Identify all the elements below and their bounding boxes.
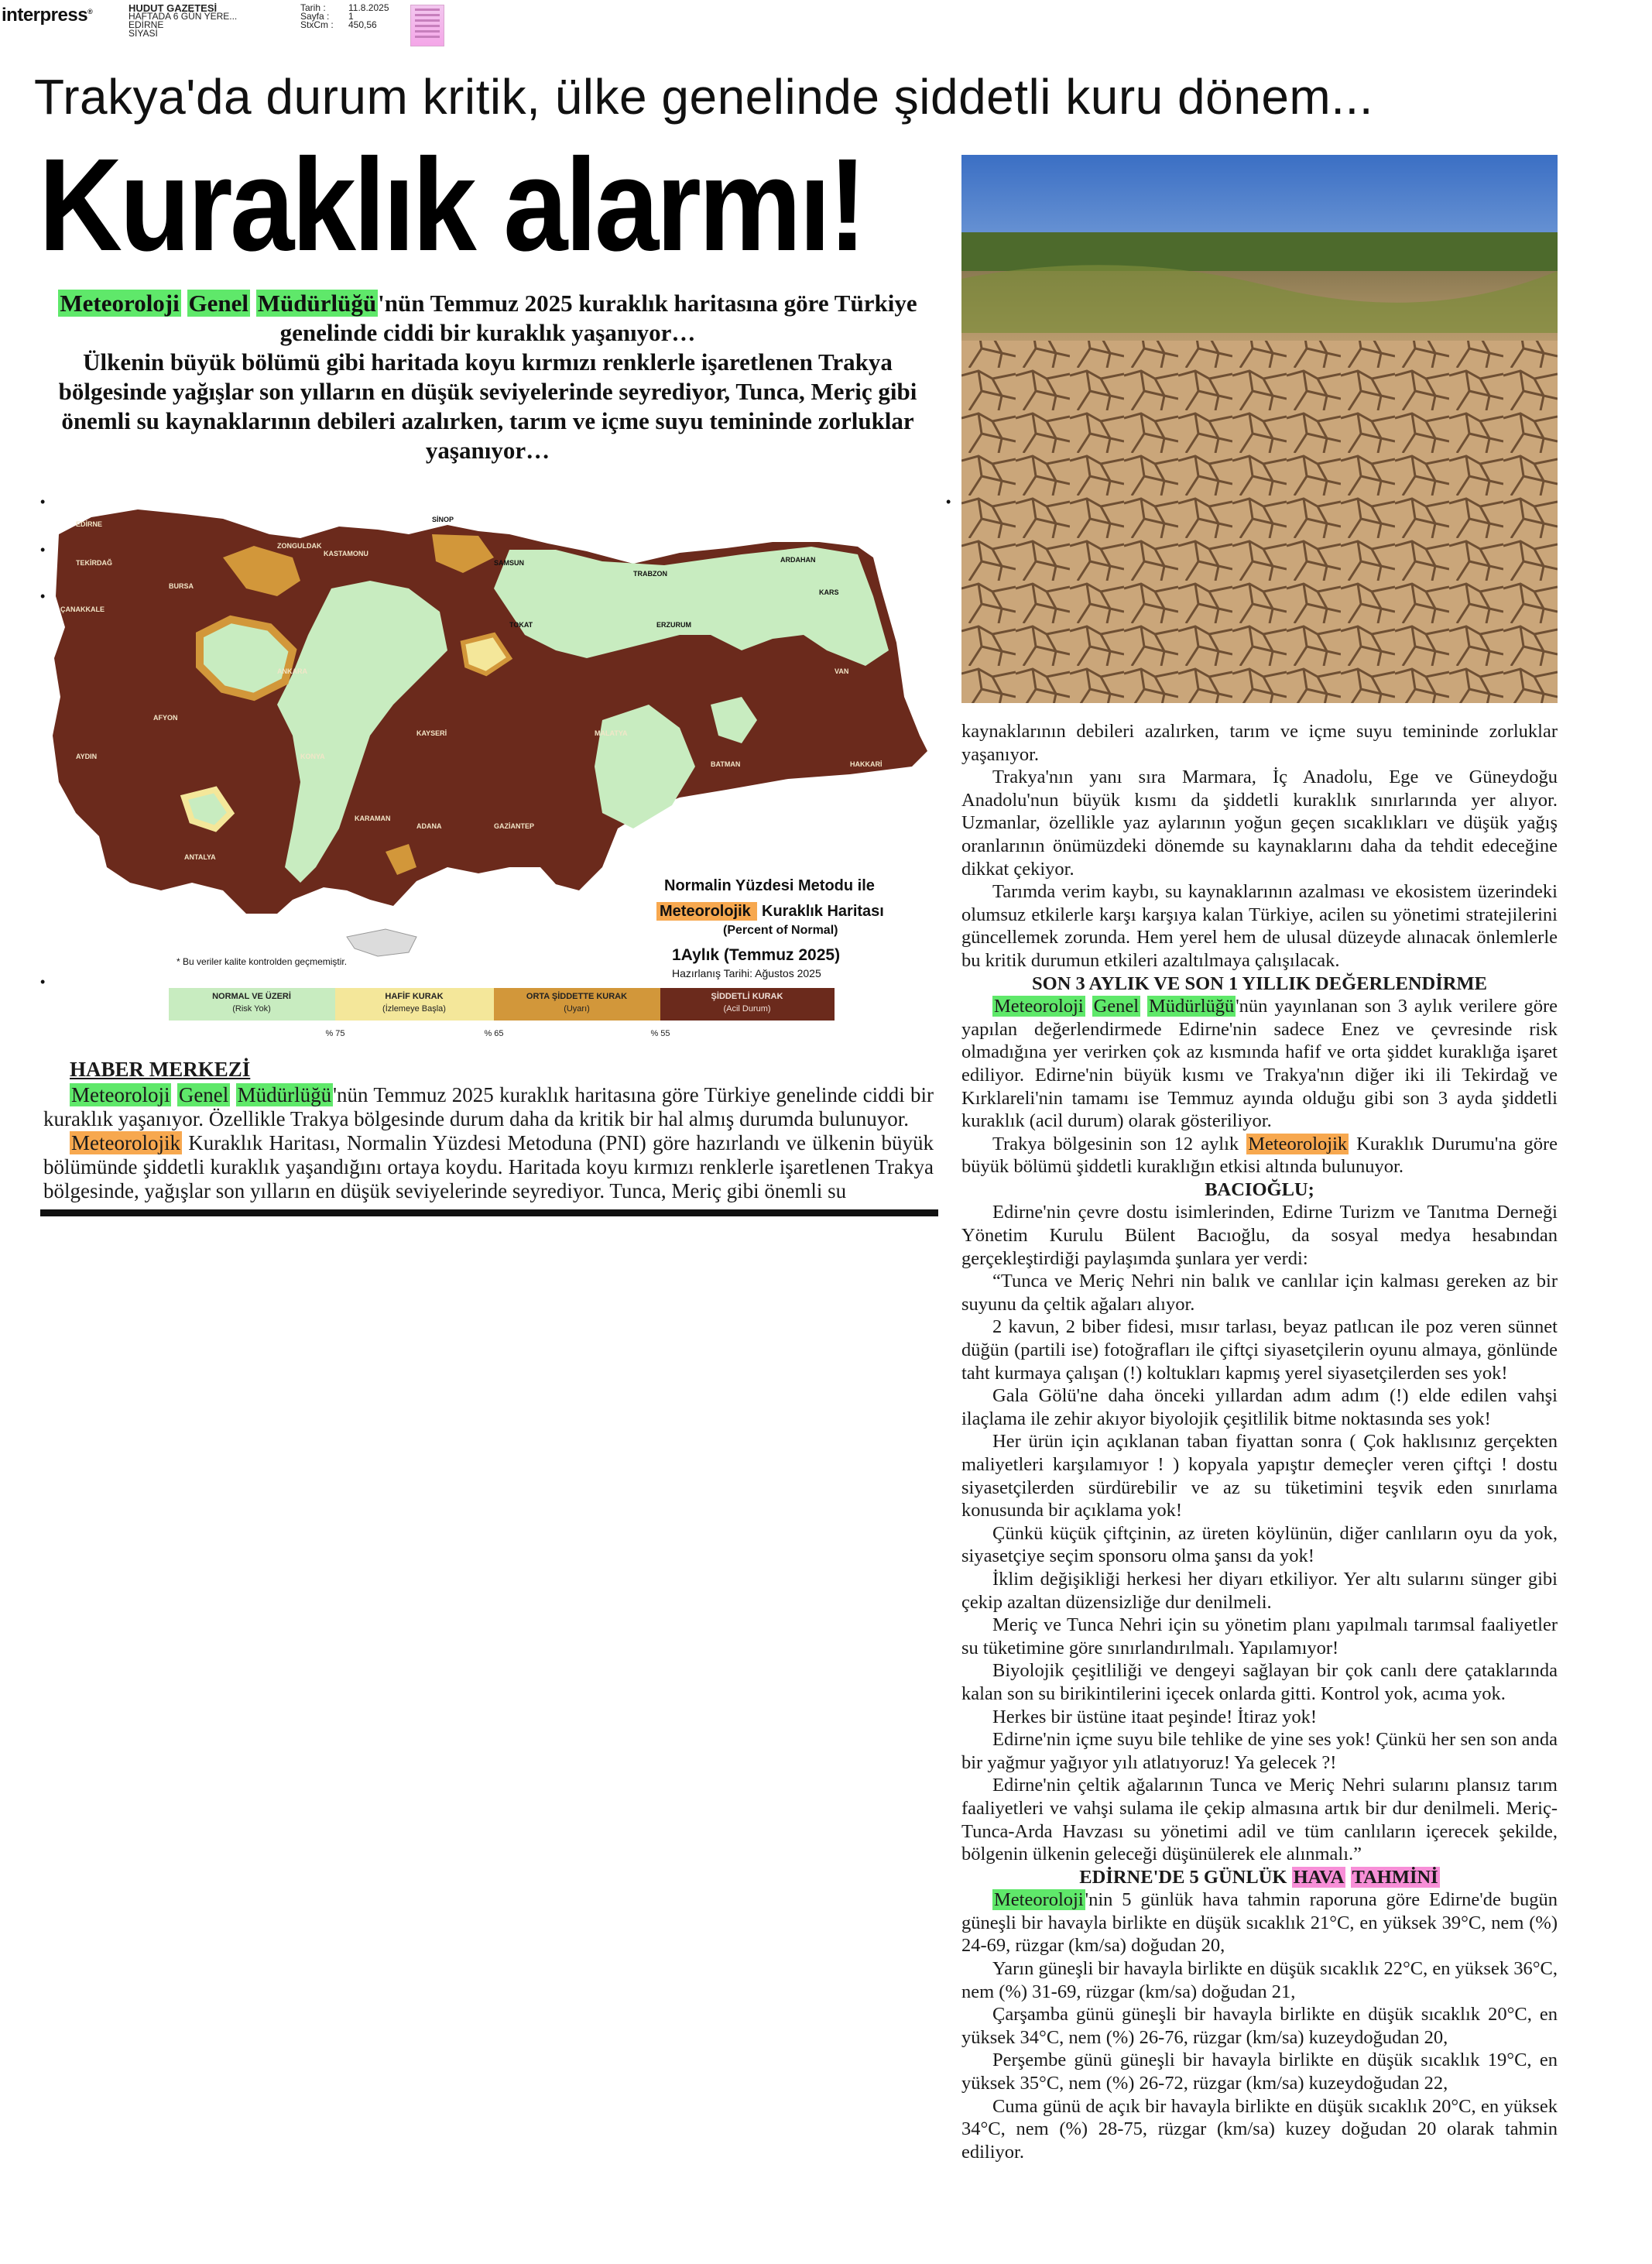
svg-text:BATMAN: BATMAN — [711, 760, 741, 768]
svg-text:KAYSERİ: KAYSERİ — [416, 729, 447, 737]
svg-text:EDİRNE: EDİRNE — [76, 520, 103, 528]
svg-text:VAN: VAN — [835, 667, 849, 675]
svg-text:ÇANAKKALE: ÇANAKKALE — [60, 605, 105, 613]
svg-text:ŞİDDETLİ KURAK: ŞİDDETLİ KURAK — [711, 992, 783, 1001]
svg-text:% 75: % 75 — [325, 1029, 345, 1038]
clipping-meta — [300, 4, 389, 29]
left-p1: Meteoroloji Genel Müdürlüğü'nün Temmuz 2025 kuraklık haritasına göre Türkiye genelinde ciddi bir kuraklık yaşanıyor. Özellikle Trakya bölgesinde durum daha da kritik bir hal almış durumda bulunuyor. — [43, 1083, 934, 1130]
svg-text:SAMSUN: SAMSUN — [494, 559, 525, 567]
svg-text:MALATYA: MALATYA — [595, 729, 628, 737]
left-article-column — [43, 1058, 934, 1203]
right-c1: kaynaklarının debileri azalırken, tarım ve içme suyu temininde zorluklar yaşanıyor. — [961, 721, 1558, 765]
right-p2: Trakya'nın yanı sıra Marmara, İç Anadolu, Ege ve Güneydoğu Anadolu'nun büyük kısmı da şiddetli kuraklık sınırlarında yer alıyor. Uzmanlar, özellikle yaz aylarının yoğun geçen sıcaklıkları ve düşük yağış oranlarının önümüzdeki dönemde su kaynaklarını daha da tehdit edeceğine dikkat çekiyor. — [961, 767, 1558, 880]
right-p15: Herkes bir üstüne itaat peşinde! İtiraz yok! — [992, 1706, 1318, 1727]
right-p18: Meteoroloji'nin 5 günlük hava tahmin raporuna göre Edirne'de bugün güneşli bir havayla birlikte en düşük sıcaklık 21°C, en yüksek 39°C, nem (%) 24-69, rüzgar (km/sa) doğudan 20, — [961, 1889, 1558, 1957]
column-rule — [40, 1209, 938, 1216]
svg-text:ZONGULDAK: ZONGULDAK — [277, 542, 322, 550]
right-p5: Trakya bölgesinin son 12 aylık Meteorolojik Kuraklık Durumu'na göre büyük bölümü şiddetli kuraklığın etkisi altında bulunuyor. — [961, 1133, 1558, 1178]
drought-map — [45, 503, 943, 1045]
byline: HABER MERKEZİ — [70, 1058, 251, 1081]
svg-text:Hazırlanış Tarihi: Ağustos 202: Hazırlanış Tarihi: Ağustos 2025 — [672, 967, 821, 979]
svg-text:ANKARA: ANKARA — [277, 667, 307, 675]
svg-text:SİNOP: SİNOP — [432, 516, 454, 523]
right-p12: İklim değişikliği herkesi her diyarı etkiliyor. Yer altı sularını sünger gibi çekip azaltan düzensizliğe dur denilmeli. — [961, 1568, 1558, 1613]
svg-text:ERZURUM: ERZURUM — [656, 621, 691, 629]
svg-text:© MGM: © MGM — [720, 834, 790, 857]
headline: Kuraklık alarmı! — [39, 132, 865, 279]
kicker-title: Trakya'da durum kritik, ülke genelinde şiddetli kuru dönem... — [34, 69, 1374, 125]
svg-text:Kuraklık Haritası: Kuraklık Haritası — [762, 903, 884, 920]
right-article-column — [961, 720, 1558, 2163]
svg-text:% 55: % 55 — [650, 1029, 670, 1038]
meta-page: Sayfa : 1 — [300, 11, 354, 22]
right-p9: Gala Gölü'ne daha önceki yıllardan adım adım (!) elde edilen vahşi ilaçlama ile zehir akıyor biyolojik çeşitlilik bitme noktasında ses yok! — [961, 1385, 1558, 1429]
svg-text:TEKİRDAĞ: TEKİRDAĞ — [76, 559, 112, 567]
lead-p1: Meteoroloji Genel Müdürlüğü'nün Temmuz 2025 kuraklık haritasına göre Türkiye genelinde ciddi bir kuraklık yaşanıyor… — [60, 290, 917, 346]
subhead-bacioglu: BACIOĞLU; — [1205, 1178, 1314, 1200]
publication-name: HUDUT GAZETESİ — [129, 2, 218, 14]
right-p6: Edirne'nin çevre dostu isimlerinden, Edirne Turizm ve Tanıtma Derneği Yönetim Kurulu Bülent Bacıoğlu, da sosyal medya hesabından gerçekleştirdiği paylaşımda şunlara yer verdi: — [961, 1202, 1558, 1269]
svg-text:Normalin Yüzdesi Metodu ile: Normalin Yüzdesi Metodu ile — [664, 877, 875, 894]
logo-text: interpress — [2, 5, 88, 26]
svg-text:KARAMAN: KARAMAN — [355, 815, 391, 822]
svg-text:ANTALYA: ANTALYA — [184, 853, 216, 861]
right-p4: Meteoroloji Genel Müdürlüğü'nün yayınlanan son 3 aylık verilere göre yapılan değerlendirmede Edirne'nin sadece Enez ve çevresinde risk olmadığına yer verirken çok az kısmında hafif ve orta şiddet kuraklığa işaret ediliyor. Edirne'nin büyük kısmı ve Trakya'nın diğer iki ili Tekirdağ ve Kırklareli'nin tamamı ise Temmuz ayında olduğu gibi son 3 ayda şiddetli kuraklık (acil durum) olarak gösteriliyor. — [961, 996, 1558, 1132]
right-p20: Çarşamba günü güneşli bir havayla birlikte en düşük sıcaklık 20°C, en yüksek 34°C, nem (%) 26-76, rüzgar (km/sa) kuzeydoğudan 20, — [961, 2004, 1558, 2048]
svg-text:1Aylık (Temmuz 2025): 1Aylık (Temmuz 2025) — [672, 946, 841, 964]
publication-city: EDİRNE — [129, 19, 164, 30]
svg-text:HAKKARİ: HAKKARİ — [850, 760, 883, 768]
svg-text:KONYA: KONYA — [300, 753, 325, 760]
svg-text:BURSA: BURSA — [169, 582, 194, 590]
meta-date: Tarih : 11.8.2025 — [300, 2, 389, 13]
publication-info — [129, 4, 237, 38]
right-p3: Tarımda verim kaybı, su kaynaklarının azalması ve ekosistem üzerindeki olumsuz etkilerle karşı karşıya kalan Türkiye, acilen su yönetimi stratejilerini güncellemek zorunda. Hem yerel hem de ulusal düzeyde alınacak önlemlerle bu kritik durumun etkileri azaltılmaya çalışılacak. — [961, 881, 1558, 971]
svg-text:HAFİF KURAK: HAFİF KURAK — [385, 992, 444, 1001]
svg-text:TOKAT: TOKAT — [509, 621, 533, 629]
publication-category: SİYASİ — [129, 28, 158, 39]
right-p10: Her ürün için açıklanan taban fiyattan sonra ( Çok haklısınız gerçekten maliyetleri karşılamıyor ! ) kopyala yapıştır demeçler veren çiftçi ! dostu siyasetçilerden sürdürebilir ve az su tüketimini teşvik eden sınırlama konusunda bir açıklama yok! — [961, 1431, 1558, 1521]
right-p17: Edirne'nin çeltik ağalarının Tunca ve Meriç Nehri sularını plansız tarım faaliyetleri ve vahşi sulama ile çekip almasına artık bir dur denilmeli. Meriç-Tunca-Arda Havzası su yönetimi adil ve tüm canlıların içerecek şekilde, bölgenin ülkenin geleceği düşünülerek ele alınmalı.” — [961, 1775, 1558, 1865]
svg-text:(Percent of Normal): (Percent of Normal) — [723, 924, 838, 937]
left-p2: Meteorolojik Kuraklık Haritası, Normalin Yüzdesi Metoduna (PNI) göre hazırlandı ve ülkenin büyük bölümünde şiddetli kuraklık yaşandığını ortaya koydu. Haritada koyu kırmızı renklerle işaretlenen Trakya bölgesinde, yağışlar son yılların en düşük seviyelerinde seyrediyor. Tunca, Meriç gibi önemli su — [43, 1131, 934, 1202]
svg-text:(Acil Durum): (Acil Durum) — [723, 1004, 771, 1014]
right-p22: Cuma günü de açık bir havayla birlikte en düşük sıcaklık 20°C, en yüksek 34°C, nem (%) 28-75, rüzgar (km/sa) kuzey doğudan 20 olarak tahmin ediliyor. — [961, 2095, 1558, 2163]
interpress-logo: interpress® — [2, 5, 93, 26]
svg-text:AYDIN: AYDIN — [76, 753, 98, 760]
lead-paragraph — [39, 289, 937, 465]
svg-text:KASTAMONU: KASTAMONU — [324, 550, 368, 557]
svg-text:TRABZON: TRABZON — [633, 570, 667, 578]
svg-text:% 65: % 65 — [484, 1029, 504, 1038]
right-p21: Perşembe günü güneşli bir havayla birlikte en düşük sıcaklık 19°C, en yüksek 35°C, nem (%) 26-72, rüzgar (km/sa) kuzeydoğudan 22, — [961, 2050, 1558, 2094]
cracked-earth-photo — [961, 155, 1558, 703]
svg-text:NORMAL VE ÜZERİ: NORMAL VE ÜZERİ — [212, 992, 291, 1001]
svg-text:GAZİANTEP: GAZİANTEP — [494, 822, 535, 830]
right-p16: Edirne'nin içme suyu bile tehlike de yine ses yok! Çünkü her sen son anda bir yağmur yağıyor yılı atlatıyoruz! Ya gelecek ?! — [961, 1729, 1558, 1773]
svg-text:ARDAHAN: ARDAHAN — [780, 556, 816, 564]
svg-text:Meteorolojik: Meteorolojik — [660, 903, 751, 920]
subhead-evaluation: SON 3 AYLIK VE SON 1 YILLIK DEĞERLENDİRME — [1032, 972, 1487, 994]
svg-text:ORTA ŞİDDETTE KURAK: ORTA ŞİDDETTE KURAK — [526, 992, 628, 1001]
svg-text:ADANA: ADANA — [416, 822, 442, 830]
mgm-logo — [700, 834, 790, 857]
page-thumbnail[interactable] — [410, 5, 444, 46]
svg-text:KARS: KARS — [819, 588, 839, 596]
right-p11: Çünkü küçük çiftçinin, az üreten köylünün, diğer canlıların oyu da yok, siyasetçiye seçim sponsoru olma şansı da yok! — [961, 1522, 1558, 1567]
right-p14: Biyolojik çeşitliliği ve dengeyi sağlayan bir çok canlı dere çataklarında kalan son su birikintilerini içecek onlarda gitti. Kontrol yok, acıma yok. — [961, 1660, 1558, 1704]
svg-text:AFYON: AFYON — [153, 714, 178, 722]
lead-p2: Ülkenin büyük bölümü gibi haritada koyu kırmızı renklerle işaretlenen Trakya bölgesinde yağışlar son yılların en düşük seviyelerinde seyrediyor, Tunca, Meriç gibi önemli su kaynaklarının debileri azalırken, tarım ve içme suyu temininde zorluklar yaşanıyor… — [58, 348, 917, 464]
subhead-forecast: EDİRNE'DE 5 GÜNLÜK HAVA TAHMİNİ — [1079, 1866, 1438, 1888]
meta-stxcm: StxCm : 450,56 — [300, 19, 377, 30]
svg-text:* Bu veriler kalite kontrolden: * Bu veriler kalite kontrolden geçmemiştir. — [177, 956, 348, 967]
right-p7: “Tunca ve Meriç Nehri nin balık ve canlılar için kalması gereken az bir suyunu da çeltik ağaları alıyor. — [961, 1271, 1558, 1315]
right-p13: Meriç ve Tunca Nehri için su yönetim planı yapılmalı tarımsal faaliyetler su tüketimine göre sınırlandırılmalı. Yapılamıyor! — [961, 1614, 1558, 1659]
publication-frequency: HAFTADA 6 GÜN YERE... — [129, 11, 238, 22]
right-p19: Yarın güneşli bir havayla birlikte en düşük sıcaklık 22°C, en yüksek 36°C, nem (%) 31-69, rüzgar (km/sa) doğudan 21, — [961, 1958, 1558, 2002]
svg-text:(İzlemeye Başla): (İzlemeye Başla) — [382, 1004, 446, 1014]
right-p8: 2 kavun, 2 biber fidesi, mısır tarlası, beyaz patlıcan ile poz veren sünnet düğün (partili ise) fotoğrafları ile çiftçi siyasetçilerin oyunu almaya, gönlünde taht kurmaya çalışan (!) koltukları kapmış yerel siyasetçilerden ses yok! — [961, 1316, 1558, 1384]
svg-text:(Risk Yok): (Risk Yok) — [232, 1004, 271, 1014]
svg-text:(Uyarı): (Uyarı) — [564, 1004, 590, 1014]
